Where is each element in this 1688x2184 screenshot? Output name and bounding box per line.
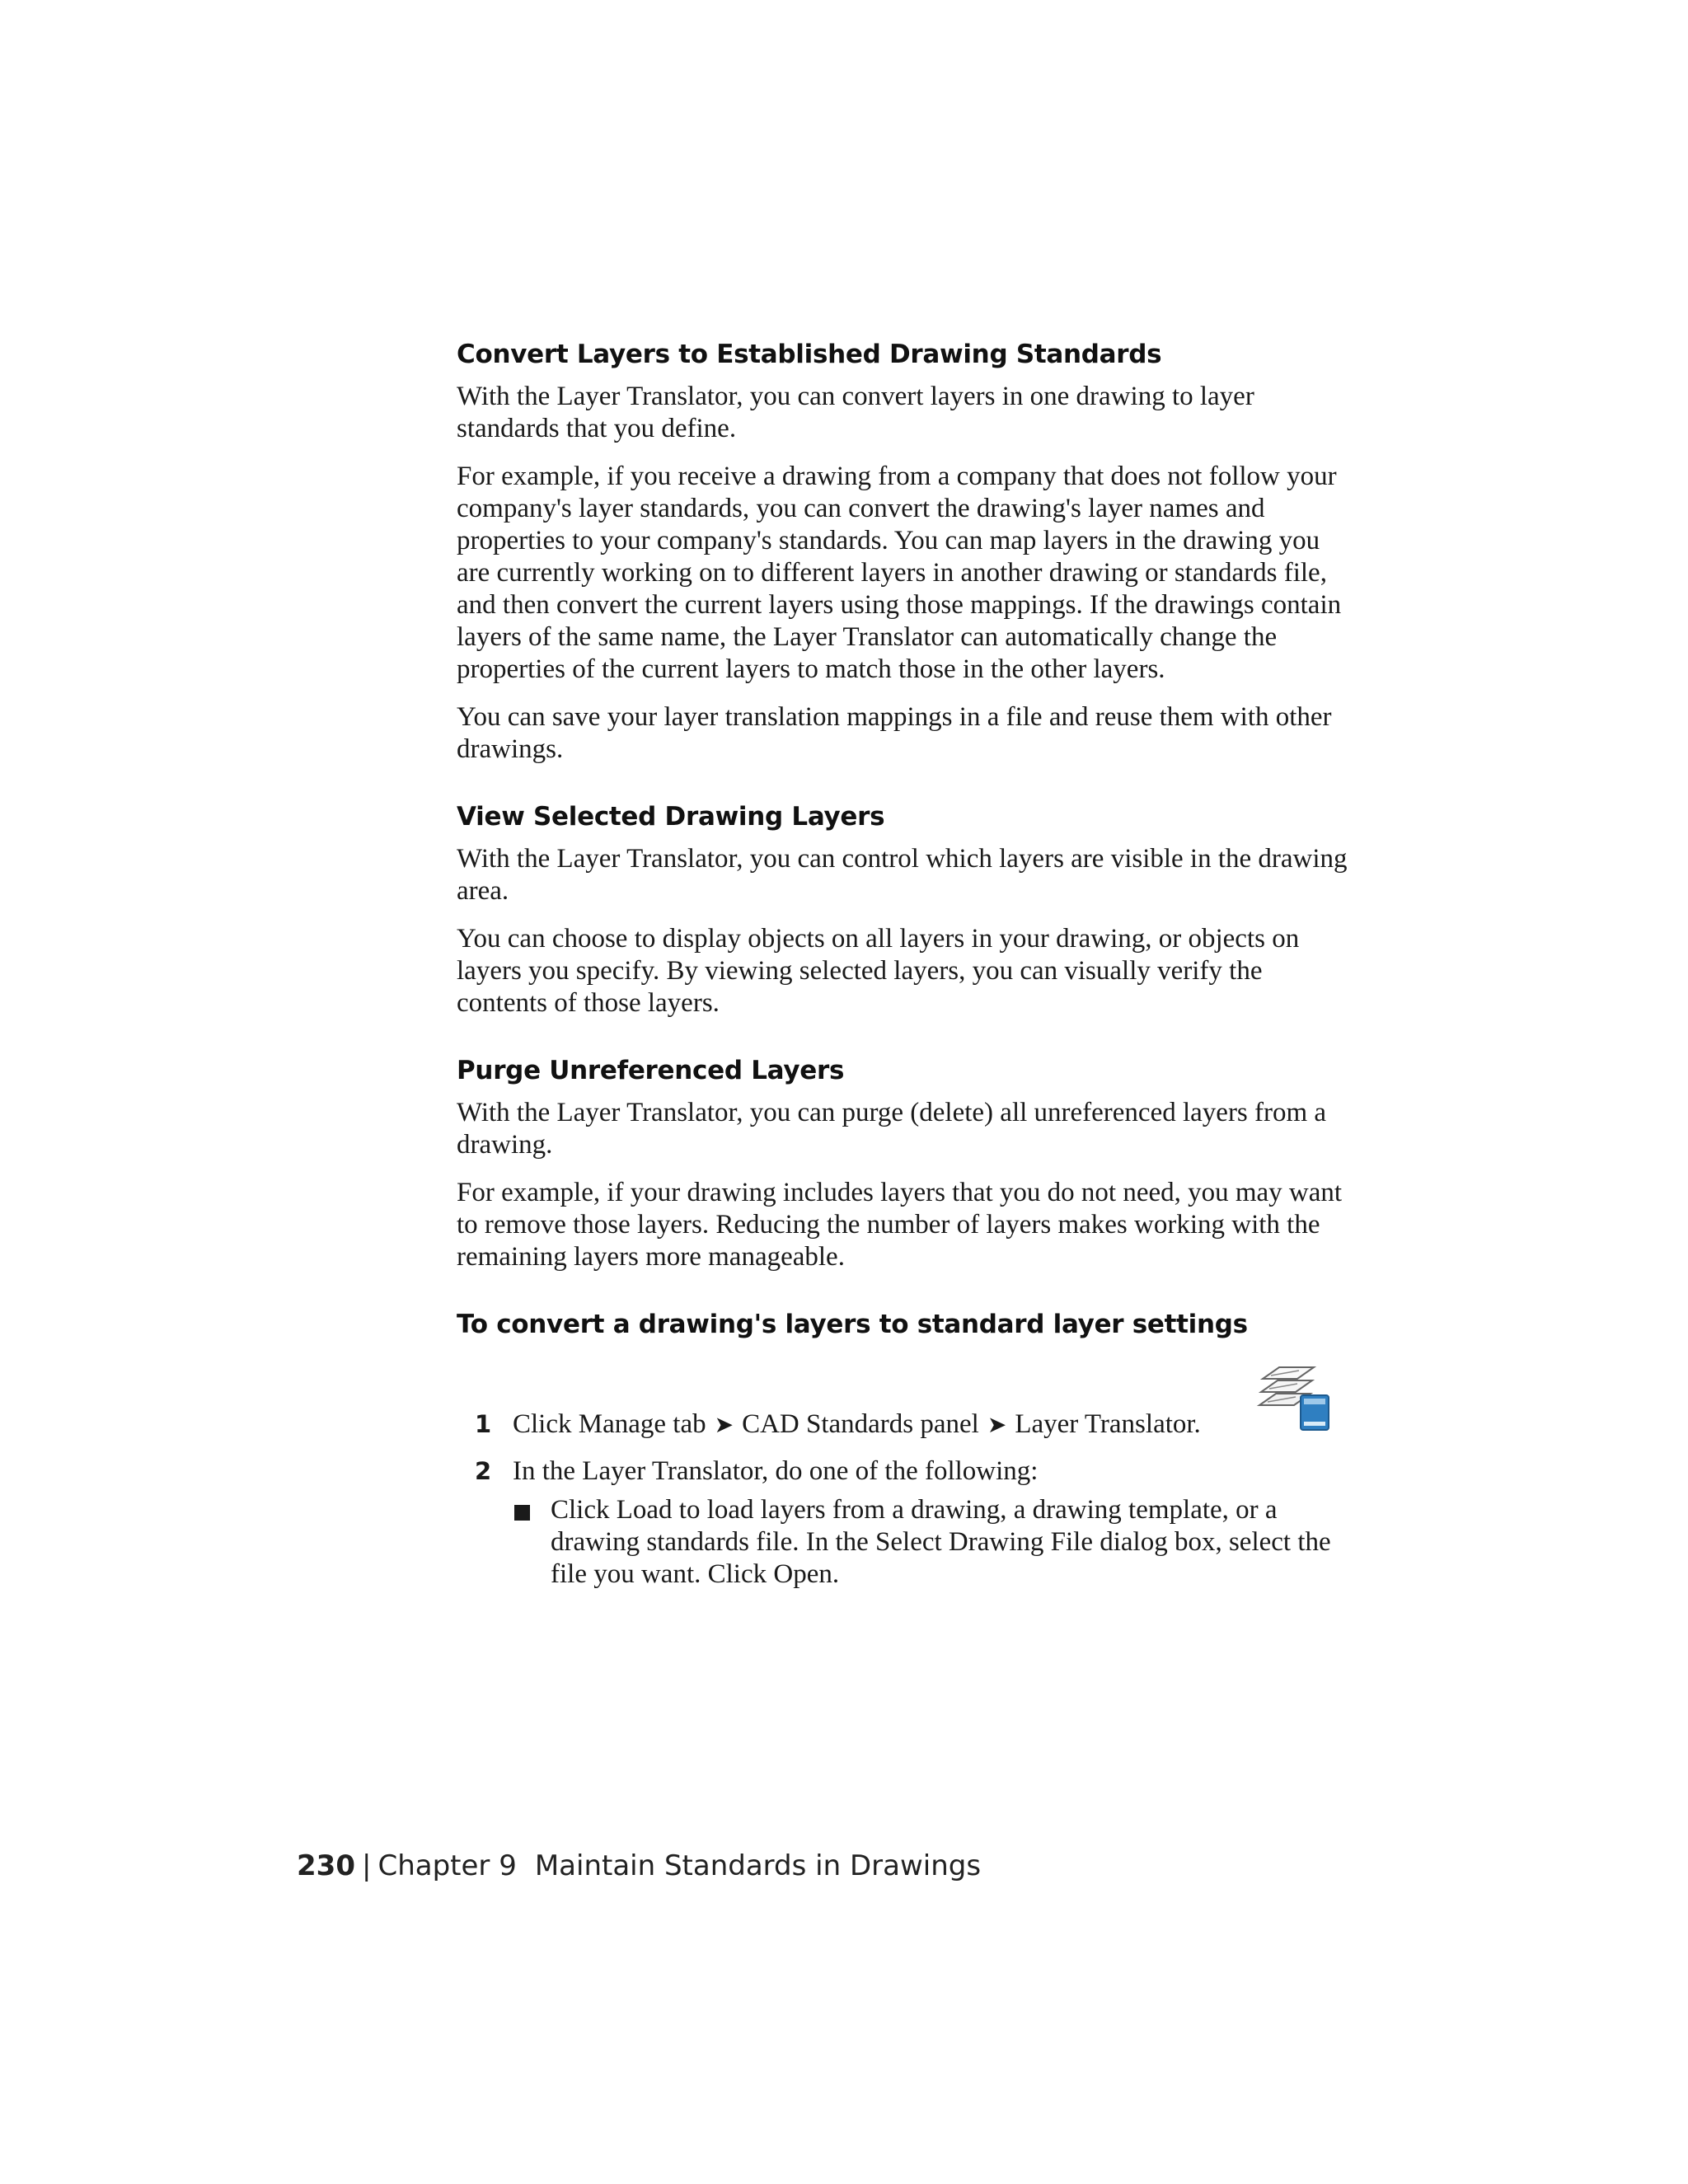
step-text: In the Layer Translator, do one of the following: bbox=[513, 1456, 1039, 1486]
procedure-steps bbox=[457, 1359, 1355, 1591]
step-number: 2 bbox=[475, 1457, 492, 1485]
book-icon bbox=[1301, 1395, 1329, 1430]
section-purge-layers bbox=[457, 1054, 1355, 1273]
section-heading: Purge Unreferenced Layers bbox=[457, 1056, 845, 1085]
ribbon-tab-text: Click Manage tab bbox=[513, 1409, 706, 1439]
list-item bbox=[513, 1494, 1355, 1591]
paragraph: For example, if your drawing includes layers that you do not need, you may want to remove those layers. Reducing the number of layers makes working with the remaining layers more manageable. bbox=[457, 1178, 1343, 1272]
paragraph: With the Layer Translator, you can control which layers are visible in the drawing area. bbox=[457, 844, 1348, 906]
section-heading: Convert Layers to Established Drawing Standards bbox=[457, 340, 1162, 369]
page-footer bbox=[297, 1848, 981, 1884]
chapter-title: Maintain Standards in Drawings bbox=[534, 1849, 982, 1882]
paragraph: With the Layer Translator, you can purge (delete) all unreferenced layers from a drawing. bbox=[457, 1098, 1327, 1160]
paragraph: You can save your layer translation mappings in a file and reuse them with other drawings. bbox=[457, 702, 1332, 764]
step-number: 1 bbox=[475, 1410, 492, 1438]
tool-name-text: Layer Translator. bbox=[1015, 1409, 1201, 1439]
section-view-selected-layers bbox=[457, 800, 1355, 1019]
bullet-square-icon bbox=[514, 1505, 530, 1521]
layer-translator-icon bbox=[1253, 1359, 1335, 1433]
chapter-label: Chapter 9 bbox=[377, 1849, 517, 1882]
section-heading: View Selected Drawing Layers bbox=[457, 802, 885, 832]
bullet-text: Click Load to load layers from a drawing, a drawing template, or a drawing standards file. In the Select Drawing File dialog box, select the file you want. Click Open. bbox=[551, 1495, 1331, 1589]
paragraph: For example, if you receive a drawing from a company that does not follow your company's layer standards, you can convert the drawing's layer names and properties to your company's standards. You can map layers in the drawing you are currently working on to different layers in another drawing or standards file, and then convert the current layers using those mappings. If the drawings contain layers of the same name, the Layer Translator can automatically change the properties of the current layers to match those in the other layers. bbox=[457, 462, 1342, 684]
section-convert-layers bbox=[457, 338, 1355, 766]
page-content bbox=[457, 338, 1355, 1605]
step-1 bbox=[457, 1359, 1355, 1441]
page-number: 230 bbox=[297, 1849, 355, 1882]
arrow-icon: ➤ bbox=[987, 1411, 1007, 1438]
procedure-heading: To convert a drawing's layers to standard layer settings bbox=[457, 1310, 1248, 1339]
step-2 bbox=[457, 1455, 1355, 1591]
arrow-icon: ➤ bbox=[714, 1411, 734, 1438]
paragraph: With the Layer Translator, you can convert layers in one drawing to layer standards that you define. bbox=[457, 382, 1254, 443]
ribbon-panel-text: CAD Standards panel bbox=[742, 1409, 979, 1439]
footer-separator: | bbox=[361, 1849, 372, 1882]
procedure bbox=[457, 1308, 1355, 1591]
paragraph: You can choose to display objects on all layers in your drawing, or objects on layers you specify. By viewing selected layers, you can visually verify the contents of those layers. bbox=[457, 924, 1300, 1018]
